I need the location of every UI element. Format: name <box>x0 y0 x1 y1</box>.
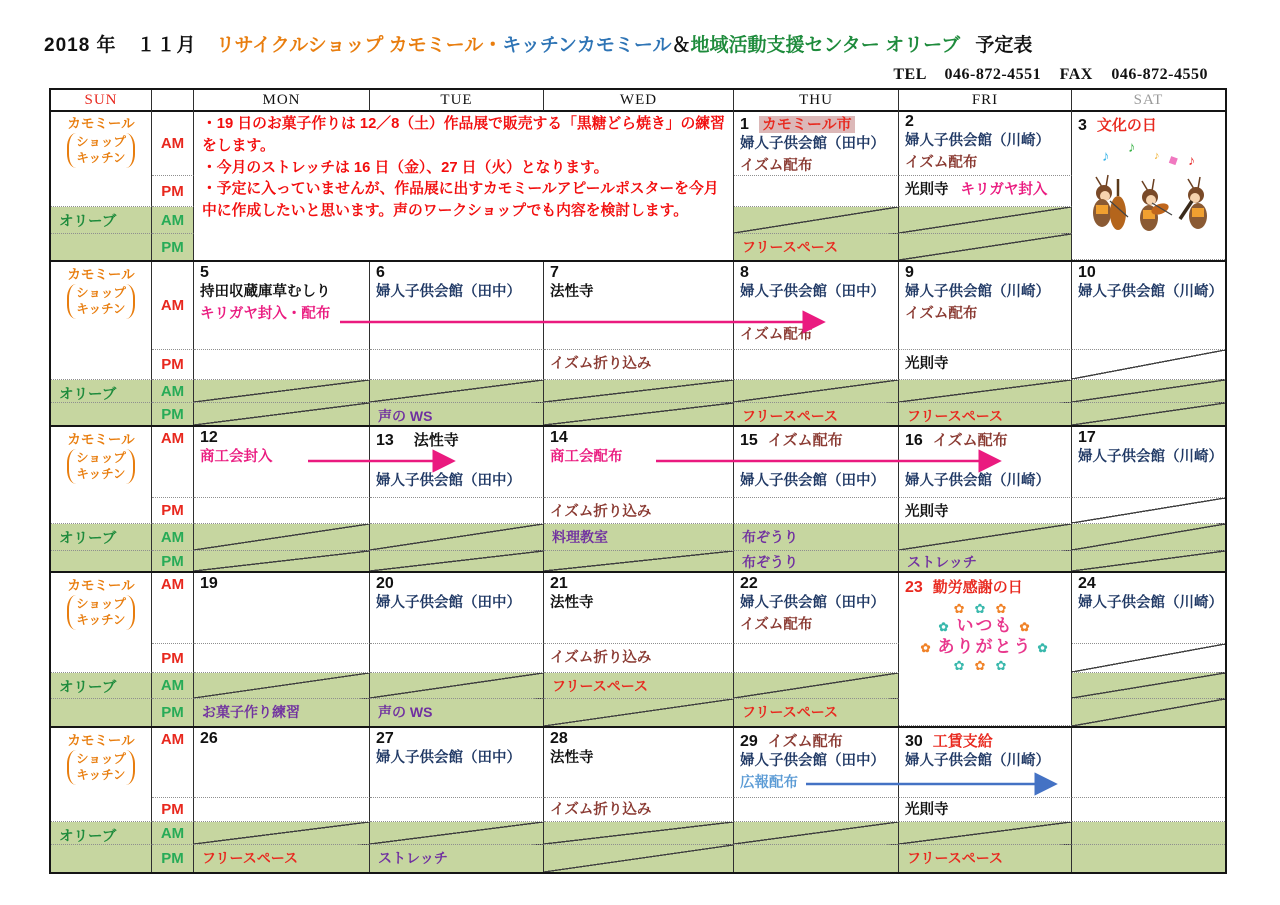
day-cell-sat-empty-am <box>1072 728 1225 798</box>
day-cell-28-pm: イズム折り込み <box>544 798 734 822</box>
day-cell-2-am: 2 婦人子供会館（川崎） イズム配布 <box>899 111 1072 176</box>
olive-cell-7-pm-closed <box>544 403 734 425</box>
chamomile-market-highlight: カモミール市 <box>759 116 855 133</box>
day-cell-21-pm: イズム折り込み <box>544 644 734 673</box>
flower-icon: ✿ <box>1019 620 1032 634</box>
olive-cell-20-pm: 声の WS <box>370 699 544 726</box>
bugs-music-illustration <box>1080 139 1218 239</box>
olive-cell-21-pm-closed <box>544 699 734 726</box>
olive-pm-label: PM <box>152 699 194 726</box>
olive-cell-10-am-closed <box>1072 380 1225 403</box>
day-cell-21-am: 21 法性寺 <box>544 573 734 644</box>
olive-am-label: AM <box>152 673 194 699</box>
olive-cell-16-am-closed <box>899 524 1072 551</box>
day-cell-22-pm <box>734 644 899 673</box>
svg-text:♪: ♪ <box>1187 152 1195 168</box>
tel-label: TEL <box>893 66 926 83</box>
olive-pm-label: PM <box>152 234 194 260</box>
flower-icon: ✿ <box>953 658 975 673</box>
olive-cell-30-am-closed <box>899 822 1072 845</box>
olive-cell-27-am-closed <box>370 822 544 845</box>
day-cell-8-pm <box>734 350 899 380</box>
chamomile-row-label: カモミール ショップ キッチン <box>51 573 152 673</box>
day-cell-24-am: 24 婦人子供会館（川崎） <box>1072 573 1225 644</box>
day-cell-13-am: 13 法性寺 婦人子供会館（田中） <box>370 427 544 498</box>
olive-cell-1-am-closed <box>734 207 899 234</box>
olive-cell-27-pm: ストレッチ <box>370 845 544 872</box>
day-cell-12-pm <box>194 498 370 524</box>
olive-cell-14-pm-closed <box>544 551 734 571</box>
chamomile-row-label: カモミール ショップ キッチン <box>51 728 152 822</box>
olive-cell-8-pm: フリースペース <box>734 403 899 425</box>
day-cell-15-am: 15 イズム配布 婦人子供会館（田中） <box>734 427 899 498</box>
day-cell-10-am: 10 婦人子供会館（川崎） <box>1072 262 1225 350</box>
olive-cell-21-am: フリースペース <box>544 673 734 699</box>
day-cell-20-am: 20 婦人子供会館（田中） <box>370 573 544 644</box>
olive-cell-8-am-closed <box>734 380 899 403</box>
olive-cell-14-am: 料理教室 <box>544 524 734 551</box>
am-label: AM <box>152 111 194 176</box>
flower-icon: ✿ <box>995 601 1017 616</box>
day-cell-9-am: 9 婦人子供会館（川崎） イズム配布 <box>899 262 1072 350</box>
day-cell-7-am: 7 法性寺 <box>544 262 734 350</box>
olive-am-label: AM <box>152 380 194 403</box>
fax-number: 046-872-4550 <box>1111 66 1208 83</box>
chamomile-row-label: カモミール ショップ キッチン <box>51 262 152 380</box>
day-cell-15-pm <box>734 498 899 524</box>
olive-cell-6-am-closed <box>370 380 544 403</box>
monthly-notes: ・19 日のお菓子作りは 12／8（土）作品展で販売する「黒糖どら焼き」の練習をします。 ・今月のストレッチは 16 日（金）、27 日（火）となります。 ・予定に入っていませんが、作品展に出すカモミールアピールポスターを今月中に作成したいと思います。声のワークショップでも内容を検討します。 <box>194 111 734 260</box>
olive-cell-22-am-closed <box>734 673 899 699</box>
day-cell-sat-empty-pm <box>1072 798 1225 822</box>
day-cell-14-pm: イズム折り込み <box>544 498 734 524</box>
olive-pm-label: PM <box>152 551 194 571</box>
day-cell-2-pm: 光則寺 キリガヤ封入 <box>899 176 1072 207</box>
header-thu: THU <box>734 90 899 112</box>
chamomile-row-label: カモミール ショップ キッチン <box>51 427 152 524</box>
day-cell-7-pm: イズム折り込み <box>544 350 734 380</box>
flower-icon: ✿ <box>920 641 933 655</box>
holiday-name: 勤労感謝の日 <box>932 579 1023 596</box>
am-label: AM <box>152 573 194 644</box>
olive-cell-29-am-closed <box>734 822 899 845</box>
olive-cell-30-pm: フリースペース <box>899 845 1072 872</box>
olive-cell-1-pm: フリースペース <box>734 234 899 260</box>
olive-cell-17-pm-closed <box>1072 551 1225 571</box>
day-cell-22-am: 22 婦人子供会館（田中） イズム配布 <box>734 573 899 644</box>
day-cell-26-pm <box>194 798 370 822</box>
day-cell-17-am: 17 婦人子供会館（川崎） <box>1072 427 1225 498</box>
olive-cell-5-am-closed <box>194 380 370 403</box>
title-year-month: 2018 年 １１月 <box>44 35 197 56</box>
day-cell-23-holiday: 23 勤労感謝の日 ✿✿✿ ✿ いつも ✿ ✿ ありがとう ✿ ✿✿✿ <box>899 573 1072 726</box>
olive-cell-26-am-closed <box>194 822 370 845</box>
header-wed: WED <box>544 90 734 112</box>
olive-cell-28-am-closed <box>544 822 734 845</box>
day-cell-17-pm-closed <box>1072 498 1225 524</box>
olive-cell-sat-empty-pm <box>1072 845 1225 872</box>
flower-icon: ✿ <box>953 601 975 616</box>
week-2 <box>51 260 1225 425</box>
chamomile-row-label: カモミール ショップ キッチン <box>51 111 152 207</box>
header-tue: TUE <box>370 90 544 112</box>
day-cell-5-pm <box>194 350 370 380</box>
weekday-header-row <box>51 90 1225 111</box>
olive-pm-label: PM <box>152 845 194 872</box>
day-cell-24-pm-closed <box>1072 644 1225 673</box>
day-cell-30-pm: 光則寺 <box>899 798 1072 822</box>
header-fri: FRI <box>899 90 1072 112</box>
olive-cell-9-pm: フリースペース <box>899 403 1072 425</box>
olive-cell-2-pm-closed <box>899 234 1072 260</box>
olive-row-label: オリーブ <box>51 524 152 551</box>
am-label: AM <box>152 262 194 350</box>
svg-text:♪: ♪ <box>1101 148 1109 165</box>
flower-icon: ✿ <box>938 620 951 634</box>
olive-row-label: オリーブ <box>51 207 152 234</box>
olive-cell-26-pm: フリースペース <box>194 845 370 872</box>
pm-label: PM <box>152 498 194 524</box>
olive-cell-9-am-closed <box>899 380 1072 403</box>
olive-cell-12-am-closed <box>194 524 370 551</box>
day-cell-1-pm <box>734 176 899 207</box>
contact-line <box>879 66 1208 84</box>
header-sun: SUN <box>51 90 152 112</box>
chamomile-bracket: ショップ キッチン <box>67 133 135 168</box>
day-cell-30-am: 30 工賃支給 婦人子供会館（川崎） <box>899 728 1072 798</box>
day-cell-8-am: 8 婦人子供会館（田中） イズム配布 <box>734 262 899 350</box>
olive-cell-13-pm-closed <box>370 551 544 571</box>
chamomile-bracket: ショップ キッチン <box>67 595 135 630</box>
fax-label: FAX <box>1059 66 1093 83</box>
holiday-name: 文化の日 <box>1096 117 1157 134</box>
olive-am-label: AM <box>152 524 194 551</box>
olive-cell-sat-empty-am <box>1072 822 1225 845</box>
day-cell-12-am: 12 商工会封入 <box>194 427 370 498</box>
week-4 <box>51 571 1225 726</box>
day-cell-14-am: 14 商工会配布 <box>544 427 734 498</box>
olive-cell-19-am-closed <box>194 673 370 699</box>
day-cell-6-pm <box>370 350 544 380</box>
olive-row-label-blank <box>51 699 152 726</box>
week-3 <box>51 425 1225 571</box>
olive-cell-29-pm <box>734 845 899 872</box>
olive-am-label: AM <box>152 207 194 234</box>
olive-cell-28-pm-closed <box>544 845 734 872</box>
calendar-table <box>49 88 1227 874</box>
day-cell-26-am: 26 <box>194 728 370 798</box>
olive-cell-6-pm: 声の WS <box>370 403 544 425</box>
olive-row-label: オリーブ <box>51 673 152 699</box>
olive-cell-17-am-closed <box>1072 524 1225 551</box>
thank-you-flowers-illustration: ✿✿✿ ✿ いつも ✿ ✿ ありがとう ✿ ✿✿✿ <box>920 601 1050 673</box>
svg-text:♪: ♪ <box>1127 139 1135 156</box>
pm-label: PM <box>152 644 194 673</box>
day-cell-19-am: 19 <box>194 573 370 644</box>
olive-row-label-blank <box>51 403 152 425</box>
flower-icon: ✿ <box>995 658 1017 673</box>
olive-am-label: AM <box>152 822 194 845</box>
header-sat: SAT <box>1072 90 1225 112</box>
day-cell-6-am: 6 婦人子供会館（田中） <box>370 262 544 350</box>
day-cell-3-holiday: 3 文化の日 ♪ ♪ ♪ ♪ <box>1072 111 1225 260</box>
olive-cell-24-am-closed <box>1072 673 1225 699</box>
day-cell-28-am: 28 法性寺 <box>544 728 734 798</box>
olive-cell-10-pm-closed <box>1072 403 1225 425</box>
tel-number: 046-872-4551 <box>944 66 1042 83</box>
pm-label: PM <box>152 350 194 380</box>
day-cell-29-am: 29 イズム配布 婦人子供会館（田中） 広報配布 <box>734 728 899 798</box>
olive-cell-13-am-closed <box>370 524 544 551</box>
olive-cell-22-pm: フリースペース <box>734 699 899 726</box>
week-1 <box>51 111 1225 260</box>
day-cell-16-am: 16 イズム配布 婦人子供会館（川崎） <box>899 427 1072 498</box>
flower-icon: ✿ <box>974 601 996 616</box>
day-cell-27-am: 27 婦人子供会館（田中） <box>370 728 544 798</box>
olive-cell-5-pm-closed <box>194 403 370 425</box>
olive-cell-15-am: 布ぞうり <box>734 524 899 551</box>
olive-pm-label: PM <box>152 403 194 425</box>
day-cell-5-am: 5 持田収蔵庫草むしり キリガヤ封入・配布 <box>194 262 370 350</box>
day-cell-13-pm <box>370 498 544 524</box>
olive-row-label-blank <box>51 845 152 872</box>
olive-row-label: オリーブ <box>51 380 152 403</box>
olive-cell-2-am-closed <box>899 207 1072 234</box>
day-cell-9-pm: 光則寺 <box>899 350 1072 380</box>
flower-icon: ✿ <box>1037 641 1050 655</box>
day-cell-10-pm-closed <box>1072 350 1225 380</box>
header-ampm-col <box>152 90 194 112</box>
olive-cell-24-pm-closed <box>1072 699 1225 726</box>
olive-row-label: オリーブ <box>51 822 152 845</box>
chamomile-bracket: ショップ キッチン <box>67 750 135 785</box>
title-kitchen-name: キッチンカモミール <box>502 35 672 56</box>
title-dot: ・ <box>483 35 503 56</box>
olive-cell-12-pm-closed <box>194 551 370 571</box>
title-suffix: 予定表 <box>975 35 1033 56</box>
olive-cell-15-pm: 布ぞうり <box>734 551 899 571</box>
pm-label: PM <box>152 176 194 207</box>
page-title <box>44 30 1032 57</box>
olive-cell-16-pm: ストレッチ <box>899 551 1072 571</box>
olive-row-label-blank <box>51 234 152 260</box>
am-label: AM <box>152 427 194 498</box>
day-cell-19-pm <box>194 644 370 673</box>
svg-text:♪: ♪ <box>1153 150 1159 162</box>
day-cell-29-pm <box>734 798 899 822</box>
day-cell-16-pm: 光則寺 <box>899 498 1072 524</box>
olive-cell-7-am-closed <box>544 380 734 403</box>
olive-row-label-blank <box>51 551 152 571</box>
title-shop-name: リサイクルショップ カモミール <box>215 35 484 56</box>
olive-cell-20-am-closed <box>370 673 544 699</box>
chamomile-bracket: ショップ キッチン <box>67 284 135 319</box>
day-cell-27-pm <box>370 798 544 822</box>
am-label: AM <box>152 728 194 798</box>
title-ampersand: ＆ <box>671 35 691 56</box>
day-cell-1-am: 1 カモミール市 婦人子供会館（田中） イズム配布 <box>734 111 899 176</box>
day-cell-20-pm <box>370 644 544 673</box>
header-mon: MON <box>194 90 370 112</box>
pm-label: PM <box>152 798 194 822</box>
week-5 <box>51 726 1225 872</box>
flower-icon: ✿ <box>974 658 996 673</box>
title-olive-center-name: 地域活動支援センター オリーブ <box>690 35 961 56</box>
chamomile-bracket: ショップ キッチン <box>67 449 135 484</box>
olive-cell-19-pm: お菓子作り練習 <box>194 699 370 726</box>
